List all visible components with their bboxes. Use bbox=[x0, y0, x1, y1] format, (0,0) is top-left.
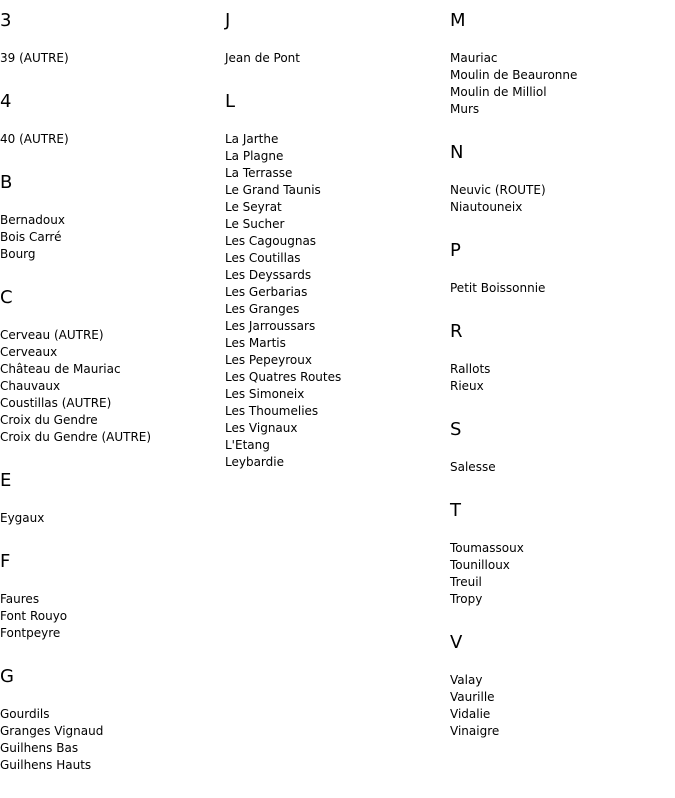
place-link-39-autre[interactable]: 39 (AUTRE) bbox=[0, 51, 69, 65]
place-link-toumassoux[interactable]: Toumassoux bbox=[450, 541, 524, 555]
place-link-coustillas-autre[interactable]: Coustillas (AUTRE) bbox=[0, 396, 112, 410]
place-list bbox=[450, 280, 675, 297]
letter-heading: R bbox=[450, 321, 463, 342]
place-link-les-granges[interactable]: Les Granges bbox=[225, 302, 300, 316]
place-link-vidalie[interactable]: Vidalie bbox=[450, 707, 491, 721]
letter-heading: J bbox=[225, 10, 231, 31]
place-link-leybardie[interactable]: Leybardie bbox=[225, 455, 284, 469]
place-link-les-deyssards[interactable]: Les Deyssards bbox=[225, 268, 312, 282]
place-link-les-simoneix[interactable]: Les Simoneix bbox=[225, 387, 305, 401]
place-link-les-pepeyroux[interactable]: Les Pepeyroux bbox=[225, 353, 312, 367]
place-link-neuvic-route[interactable]: Neuvic (ROUTE) bbox=[450, 183, 546, 197]
place-link-croix-du-gendre-autre[interactable]: Croix du Gendre (AUTRE) bbox=[0, 430, 152, 444]
place-link-les-quatres-routes[interactable]: Les Quatres Routes bbox=[225, 370, 342, 384]
letter-group-t bbox=[450, 500, 675, 608]
place-list bbox=[0, 327, 225, 446]
place-list bbox=[0, 50, 225, 67]
place-link-mauriac[interactable]: Mauriac bbox=[450, 51, 498, 65]
letter-heading: V bbox=[450, 632, 463, 653]
place-link-les-coutillas[interactable]: Les Coutillas bbox=[225, 251, 301, 265]
place-link-moulin-de-beauronne[interactable]: Moulin de Beauronne bbox=[450, 68, 578, 82]
place-link-les-thoumelies[interactable]: Les Thoumelies bbox=[225, 404, 319, 418]
letter-heading: E bbox=[0, 470, 12, 491]
place-link-valay[interactable]: Valay bbox=[450, 673, 483, 687]
place-link-tropy[interactable]: Tropy bbox=[450, 592, 483, 606]
place-link-chauvaux[interactable]: Chauvaux bbox=[0, 379, 61, 393]
place-link-cerveau-autre[interactable]: Cerveau (AUTRE) bbox=[0, 328, 104, 342]
place-link-tounilloux[interactable]: Tounilloux bbox=[450, 558, 510, 572]
place-link-les-vignaux[interactable]: Les Vignaux bbox=[225, 421, 298, 435]
place-link-treuil[interactable]: Treuil bbox=[450, 575, 482, 589]
letter-group-r bbox=[450, 321, 675, 395]
place-link-les-cagougnas[interactable]: Les Cagougnas bbox=[225, 234, 317, 248]
place-link-font-rouyo[interactable]: Font Rouyo bbox=[0, 609, 68, 623]
letter-heading: P bbox=[450, 240, 461, 261]
place-list bbox=[225, 50, 450, 67]
place-link-le-sucher[interactable]: Le Sucher bbox=[225, 217, 285, 231]
place-list bbox=[450, 361, 675, 395]
place-link-les-martis[interactable]: Les Martis bbox=[225, 336, 286, 350]
letter-group-s bbox=[450, 419, 675, 476]
place-link-fontpeyre[interactable]: Fontpeyre bbox=[0, 626, 61, 640]
letter-heading: B bbox=[0, 172, 13, 193]
place-link-murs[interactable]: Murs bbox=[450, 102, 480, 116]
place-link-vinaigre[interactable]: Vinaigre bbox=[450, 724, 500, 738]
place-link-le-seyrat[interactable]: Le Seyrat bbox=[225, 200, 282, 214]
place-list bbox=[450, 672, 675, 740]
place-link-niautouneix[interactable]: Niautouneix bbox=[450, 200, 523, 214]
letter-heading: L bbox=[225, 91, 236, 112]
letter-heading: G bbox=[0, 666, 14, 687]
letter-heading: S bbox=[450, 419, 462, 440]
index-column-1 bbox=[0, 0, 225, 798]
letter-group-b bbox=[0, 172, 225, 263]
place-link-bourg[interactable]: Bourg bbox=[0, 247, 36, 261]
letter-group-m bbox=[450, 10, 675, 118]
index-column-2 bbox=[225, 0, 450, 798]
place-link-petit-boissonnie[interactable]: Petit Boissonnie bbox=[450, 281, 546, 295]
letter-heading: F bbox=[0, 551, 11, 572]
letter-group-f bbox=[0, 551, 225, 642]
place-link-bernadoux[interactable]: Bernadoux bbox=[0, 213, 65, 227]
letter-heading: 3 bbox=[0, 10, 12, 31]
place-link-la-plagne[interactable]: La Plagne bbox=[225, 149, 284, 163]
place-link-eygaux[interactable]: Eygaux bbox=[0, 511, 45, 525]
letter-group-e bbox=[0, 470, 225, 527]
letter-group-p bbox=[450, 240, 675, 297]
place-link-rieux[interactable]: Rieux bbox=[450, 379, 484, 393]
letter-group-v bbox=[450, 632, 675, 740]
place-list bbox=[450, 540, 675, 608]
place-link-faures[interactable]: Faures bbox=[0, 592, 40, 606]
place-link-chateau-de-mauriac[interactable]: Château de Mauriac bbox=[0, 362, 121, 376]
letter-group-l bbox=[225, 91, 450, 471]
place-link-vaurille[interactable]: Vaurille bbox=[450, 690, 495, 704]
letter-heading: N bbox=[450, 142, 464, 163]
place-list bbox=[0, 706, 225, 774]
place-link-croix-du-gendre[interactable]: Croix du Gendre bbox=[0, 413, 98, 427]
letter-group-j bbox=[225, 10, 450, 67]
letter-heading: C bbox=[0, 287, 13, 308]
letter-heading: T bbox=[450, 500, 461, 521]
place-link-la-jarthe[interactable]: La Jarthe bbox=[225, 132, 279, 146]
place-link-salesse[interactable]: Salesse bbox=[450, 460, 496, 474]
letter-group-3 bbox=[0, 10, 225, 67]
place-list bbox=[450, 182, 675, 216]
letter-group-n bbox=[450, 142, 675, 216]
place-link-la-terrasse[interactable]: La Terrasse bbox=[225, 166, 293, 180]
place-list bbox=[0, 510, 225, 527]
place-list bbox=[225, 131, 450, 471]
place-link-moulin-de-milliol[interactable]: Moulin de Milliol bbox=[450, 85, 547, 99]
place-list bbox=[0, 591, 225, 642]
letter-group-4 bbox=[0, 91, 225, 148]
place-link-guilhens-hauts[interactable]: Guilhens Hauts bbox=[0, 758, 92, 772]
place-link-jean-de-pont[interactable]: Jean de Pont bbox=[225, 51, 300, 65]
place-list bbox=[0, 212, 225, 263]
letter-heading: M bbox=[450, 10, 466, 31]
letter-group-c bbox=[0, 287, 225, 446]
place-link-granges-vignaud[interactable]: Granges Vignaud bbox=[0, 724, 104, 738]
place-link-cerveaux[interactable]: Cerveaux bbox=[0, 345, 58, 359]
place-link-les-jarroussars[interactable]: Les Jarroussars bbox=[225, 319, 316, 333]
place-link-40-autre[interactable]: 40 (AUTRE) bbox=[0, 132, 69, 146]
place-link-les-gerbarias[interactable]: Les Gerbarias bbox=[225, 285, 308, 299]
place-list bbox=[0, 131, 225, 148]
place-list bbox=[450, 50, 675, 118]
letter-heading: 4 bbox=[0, 91, 12, 112]
place-link-gourdils[interactable]: Gourdils bbox=[0, 707, 50, 721]
place-link-guilhens-bas[interactable]: Guilhens Bas bbox=[0, 741, 79, 755]
index-column-3 bbox=[450, 0, 675, 798]
place-link-bois-carre[interactable]: Bois Carré bbox=[0, 230, 62, 244]
place-link-le-grand-taunis[interactable]: Le Grand Taunis bbox=[225, 183, 321, 197]
place-link-l-etang[interactable]: L'Etang bbox=[225, 438, 270, 452]
place-link-rallots[interactable]: Rallots bbox=[450, 362, 491, 376]
letter-group-g bbox=[0, 666, 225, 774]
place-list bbox=[450, 459, 675, 476]
